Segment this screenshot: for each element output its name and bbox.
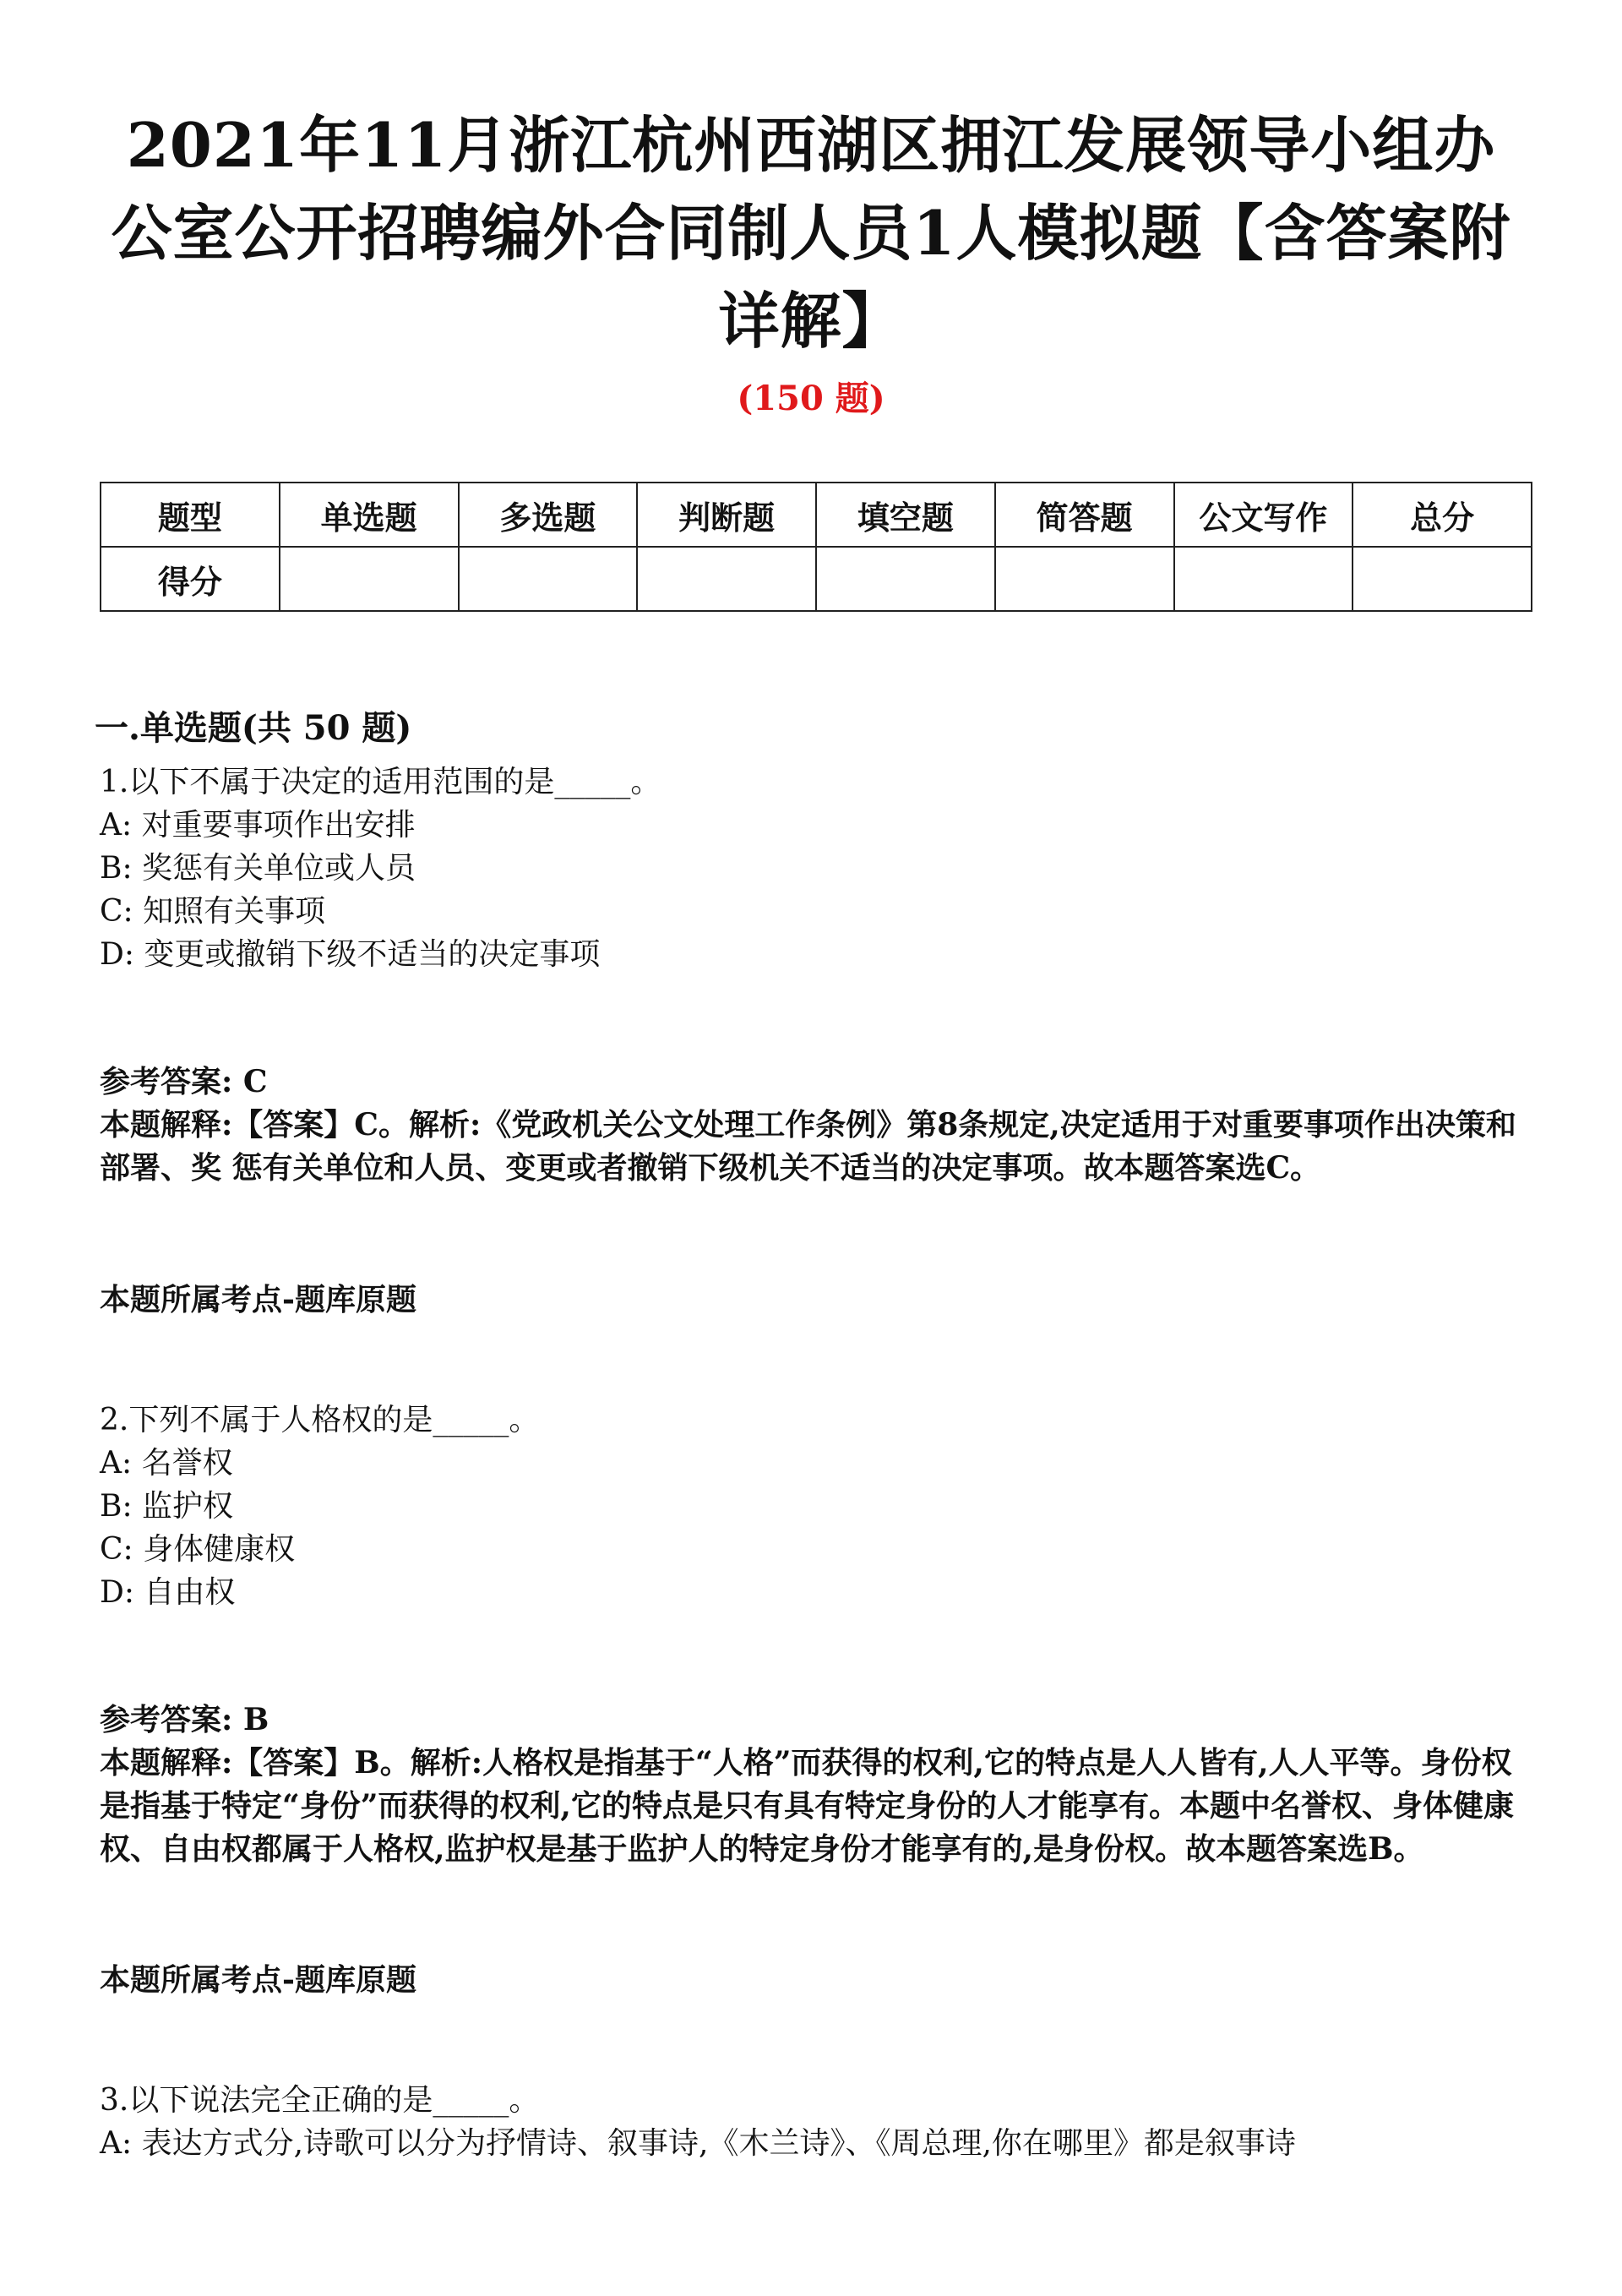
answer-block-1	[100, 1061, 1536, 1190]
reference-answer: 参考答案: C	[100, 1064, 268, 1099]
option-d: D: 自由权	[100, 1575, 236, 1610]
option-a: A: 对重要事项作出安排	[100, 808, 416, 843]
question-2	[100, 1399, 1536, 1614]
knowledge-point: 本题所属考点-题库原题	[100, 1962, 416, 1998]
option-a: A: 名誉权	[100, 1446, 233, 1481]
header-cell: 总分	[1353, 483, 1532, 547]
explanation: 本题解释:【答案】B。解析:人格权是指基于“人格”而获得的权利,它的特点是人人皆有,人人平等。身份权是指基于特定“身份”而获得的权利,它的特点是只有具有特定身份的人才能享有。本题中名誉权、身体健康权、自由权都属于人格权,监护权是基于监护人的特定身份才能享有的,是身份权。故本题答案选B。	[100, 1745, 1514, 1867]
explanation: 本题解释:【答案】C。解析:《党政机关公文处理工作条例》第8条规定,决定适用于对重要事项作出决策和部署、奖 惩有关单位和人员、变更或者撤销下级机关不适当的决定事项。故本题答案选C。	[100, 1107, 1516, 1186]
question-stem: 2.下列不属于人格权的是_____。	[100, 1403, 540, 1437]
header-cell: 单选题	[280, 483, 459, 547]
score-cell	[637, 547, 816, 611]
header-cell: 简答题	[995, 483, 1174, 547]
question-stem: 1.以下不属于决定的适用范围的是_____。	[100, 765, 661, 799]
header-cell: 题型	[101, 483, 280, 547]
answer-block-2	[100, 1699, 1536, 1871]
question-3	[100, 2079, 1536, 2165]
option-c: C: 知照有关事项	[100, 894, 326, 929]
option-a: A: 表达方式分,诗歌可以分为抒情诗、叙事诗,《木兰诗》、《周总理,你在哪里》都是叙事诗	[100, 2126, 1296, 2161]
section-title: 一.单选题(共 50 题)	[95, 708, 412, 748]
score-cell	[1353, 547, 1532, 611]
row-label: 得分	[101, 547, 280, 611]
score-cell	[1174, 547, 1353, 611]
option-b: B: 监护权	[100, 1489, 234, 1524]
header-cell: 公文写作	[1174, 483, 1353, 547]
score-cell	[816, 547, 995, 611]
question-stem: 3.以下说法完全正确的是_____。	[100, 2083, 540, 2118]
reference-answer: 参考答案: B	[100, 1702, 269, 1737]
question-1	[100, 761, 1536, 976]
header-cell: 填空题	[816, 483, 995, 547]
option-c: C: 身体健康权	[100, 1532, 296, 1567]
score-table	[100, 482, 1532, 612]
option-d: D: 变更或撤销下级不适当的决定事项	[100, 937, 601, 972]
question-count: (150 题)	[737, 379, 885, 418]
score-table-score-row	[101, 547, 1532, 611]
knowledge-point: 本题所属考点-题库原题	[100, 1282, 416, 1317]
score-cell	[459, 547, 638, 611]
score-table-header-row	[101, 483, 1532, 547]
document-title: 2021年11月浙江杭州西湖区拥江发展领导小组办公室公开招聘编外合同制人员1人模拟题【含答案附详解】	[111, 109, 1511, 357]
header-cell: 判断题	[637, 483, 816, 547]
score-cell	[995, 547, 1174, 611]
header-cell: 多选题	[459, 483, 638, 547]
option-b: B: 奖惩有关单位或人员	[100, 851, 416, 886]
score-cell	[280, 547, 459, 611]
